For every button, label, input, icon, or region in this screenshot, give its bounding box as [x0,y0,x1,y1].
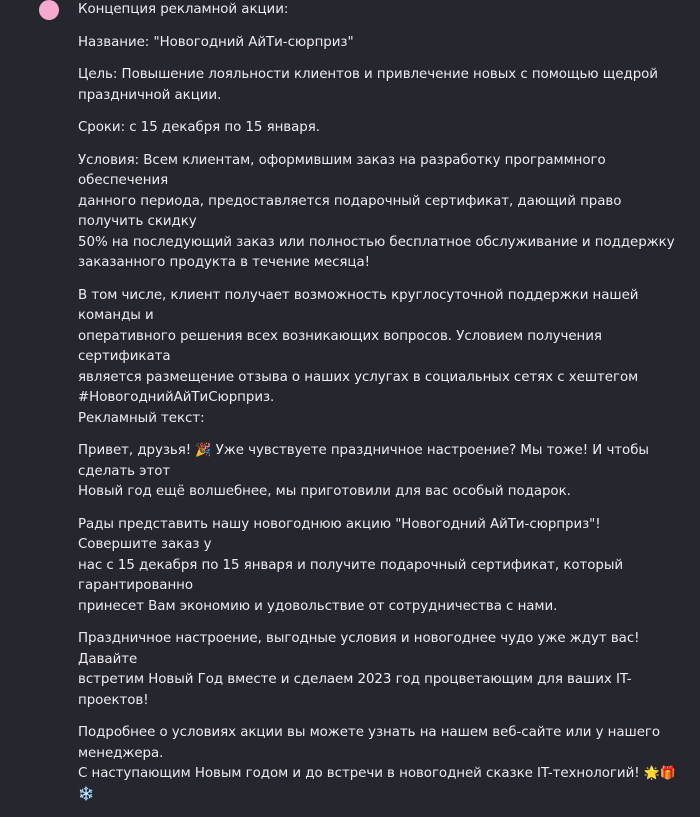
support-paragraph: В том числе, клиент получает возможность круглосуточной поддержки нашей команды и оперативного решения всех возникающих вопросов. Условием получения сертификата является размещение отзыва о наших услугах в социальных сетях с хештегом #НовогоднийАйТиСюрприз. [78,287,639,405]
greeting-text-start: Привет, друзья! [78,443,196,458]
dates-line: Сроки: с 15 декабря по 15 января. [78,120,320,135]
greeting-text-end: Уже чувствуете праздничное настроение? Мы тоже! И чтобы сделать этот Новый год ещё волшебнее, мы приготовили для вас особый подарок. [78,443,649,499]
greeting-paragraph [78,441,682,503]
snowflake-icon: ❄️ [78,786,95,802]
closing-text: Подробнее о условиях акции вы можете узнать на нашем веб-сайте или у нашего менеджера. С наступающим Новым годом и до встречи в новогодней сказке IT-технологий! [78,725,661,781]
avatar [39,0,59,20]
closing-paragraph [78,723,682,805]
promo-paragraph: Рады представить нашу новогоднюю акцию "Новогодний АйТи-сюрприз"! Совершите заказ у нас с 15 декабря по 15 января и получите подарочный сертификат, который гарантированно принесет Вам экономию и удовольствие от сотрудничества с нами. [78,516,624,614]
goal-paragraph: Цель: Повышение лояльности клиентов и привлечение новых с помощью щедрой праздничной акции. [78,67,658,103]
mood-paragraph: Праздничное настроение, выгодные условия и новогоднее чудо уже ждут вас! Давайте встретим Новый Год вместе и сделаем 2023 год процветающим для ваших IT-проектов! [78,631,640,708]
glowing-star-icon: 🌟 [643,766,660,781]
party-popper-icon: 🎉 [195,443,212,458]
ad-text-heading: Рекламный текст: [78,410,205,426]
assistant-message [78,0,682,817]
concept-heading: Концепция рекламной акции: [78,2,289,17]
name-line: Название: "Новогодний АйТи-сюрприз" [78,34,354,50]
conditions-paragraph: Условия: Всем клиентам, оформившим заказ на разработку программного обеспечения данного периода, предоставляется подарочный сертификат, дающий право получить скидку 50% на последующий заказ или полностью бесплатное обслуживание и поддержку заказанного продукта в течение месяца! [78,152,675,270]
gift-icon: 🎁 [659,766,677,781]
